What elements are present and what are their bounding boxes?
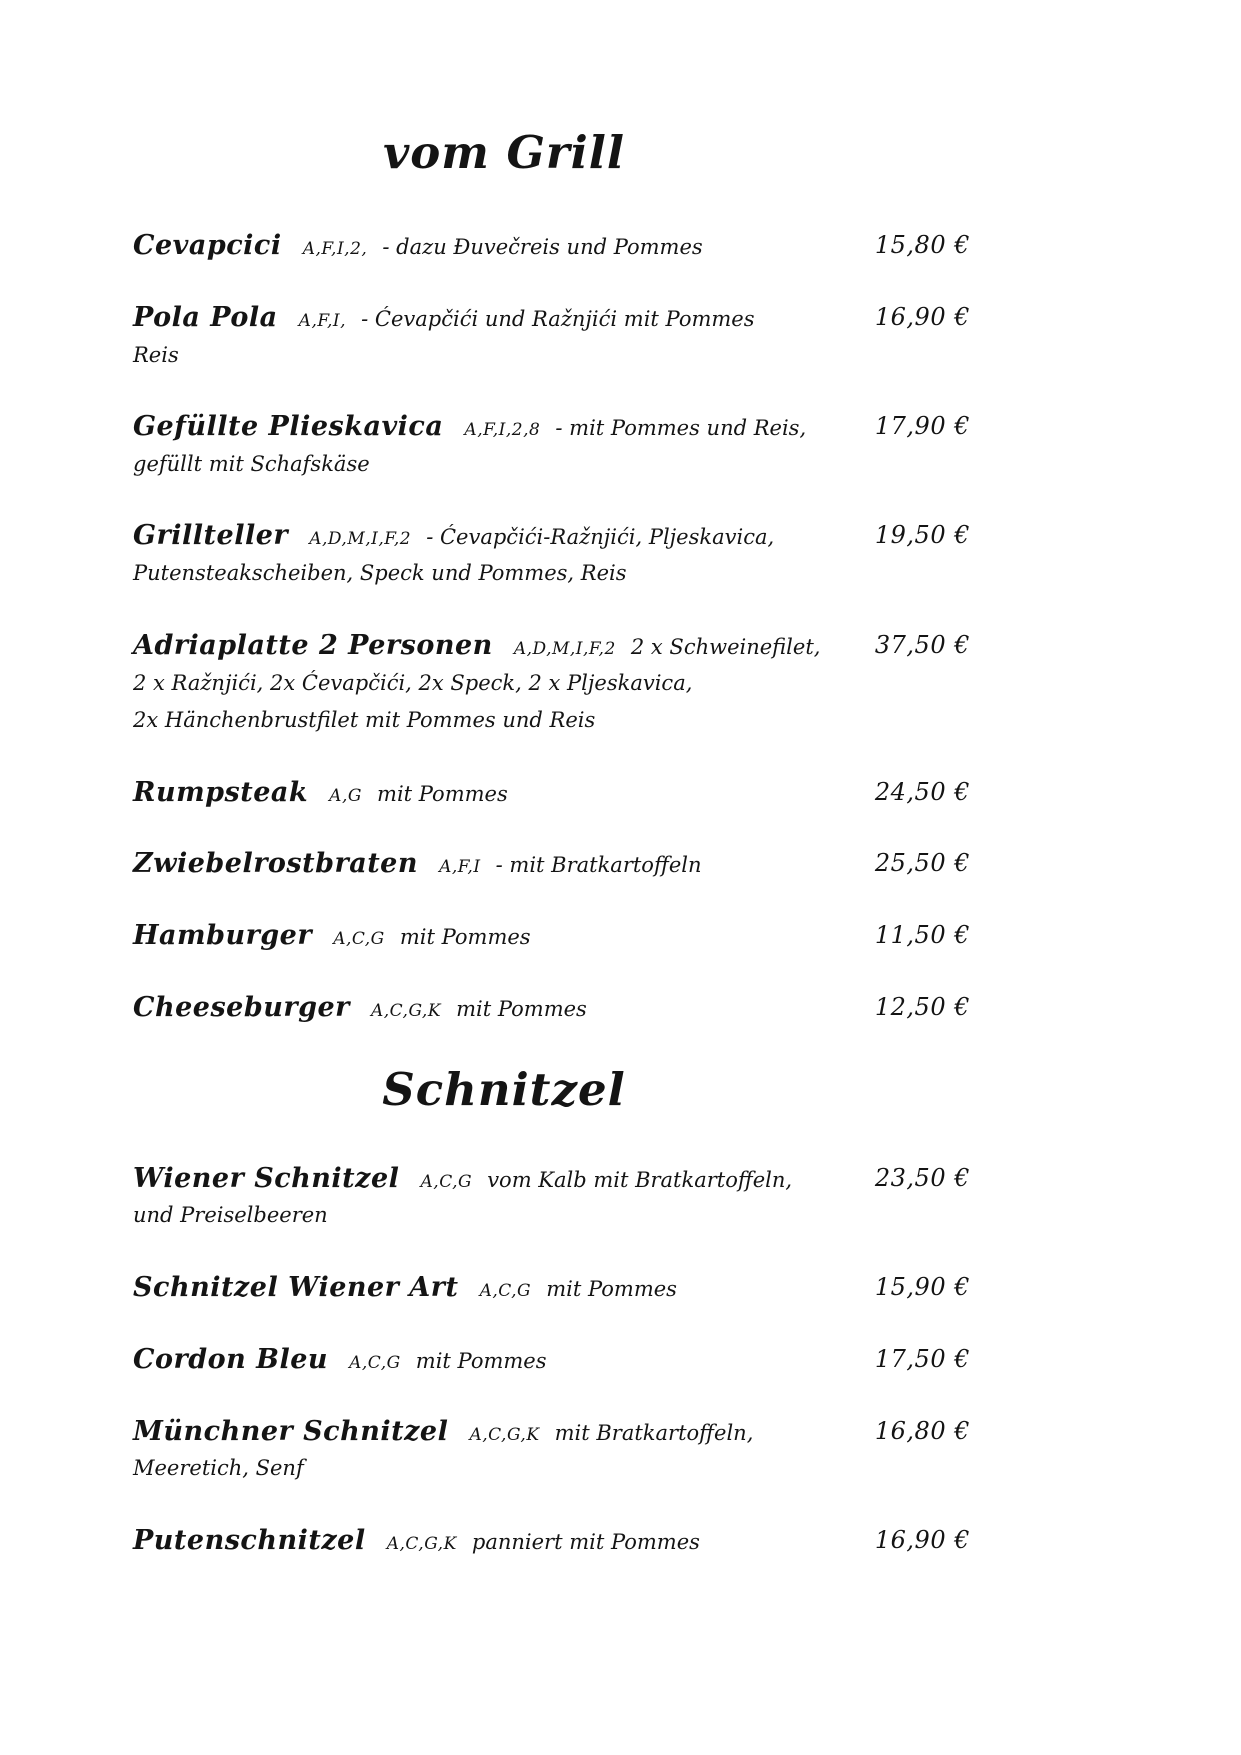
- item-text: [133, 301, 852, 372]
- allergen-codes: A,C,G: [479, 1281, 532, 1302]
- dish-price: 15,90 €: [874, 1273, 970, 1302]
- item-text: [133, 410, 852, 481]
- allergen-codes: A,F,I,2,: [302, 239, 368, 259]
- dish-description: - Ćevapčići-Ražnjići, Pljeskavica,: [426, 525, 775, 550]
- menu-item-putenschnitzel: [133, 1524, 970, 1558]
- dish-name: Rumpsteak: [133, 776, 309, 808]
- allergen-codes: A,C,G,K: [386, 1533, 457, 1554]
- allergen-codes: A,C,G,K: [469, 1424, 540, 1445]
- dish-name: Grillteller: [133, 520, 289, 552]
- dish-description: mit Pommes: [399, 925, 531, 950]
- menu-item-cordon-bleu: [133, 1343, 970, 1377]
- dish-price: 16,90 €: [874, 302, 970, 331]
- allergen-codes: A,C,G: [349, 1352, 401, 1373]
- allergen-codes: A,D,M,I,F,2: [309, 529, 412, 550]
- dish-description: - mit Pommes und Reis,: [555, 416, 807, 441]
- allergen-codes: A,F,I,2,8: [464, 420, 541, 441]
- dish-price: 24,50 €: [874, 777, 970, 806]
- item-text: [133, 629, 852, 738]
- item-text: [133, 776, 852, 810]
- dish-name: Münchner Schnitzel: [133, 1415, 449, 1447]
- dish-description-line2: Putensteakscheiben, Speck und Pommes, Reis: [133, 561, 627, 586]
- dish-description: mit Pommes: [377, 781, 508, 806]
- item-text: [133, 1271, 852, 1305]
- dish-price: 25,50 €: [874, 849, 970, 878]
- item-text: [133, 919, 852, 953]
- item-text: [133, 1343, 852, 1377]
- allergen-codes: A,F,I: [439, 857, 481, 878]
- allergen-codes: A,C,G,K: [370, 1000, 442, 1021]
- dish-price: 16,80 €: [874, 1416, 970, 1445]
- dish-price: 15,80 €: [874, 231, 970, 259]
- dish-name: Wiener Schnitzel: [133, 1162, 400, 1194]
- dish-name: Gefüllte Plieskavica: [133, 411, 444, 443]
- menu-item-cheeseburger: [133, 991, 970, 1025]
- dish-name: Adriaplatte 2 Personen: [133, 629, 493, 661]
- item-text: [133, 847, 852, 881]
- dish-description: mit Bratkartoffeln,: [554, 1420, 754, 1445]
- allergen-codes: A,D,M,I,F,2: [513, 638, 616, 659]
- allergen-codes: A,C,G: [420, 1171, 473, 1192]
- item-text: [133, 1162, 852, 1233]
- dish-description: mit Pommes: [456, 996, 587, 1021]
- dish-description: 2 x Schweinefilet,: [630, 634, 821, 659]
- dish-price: 19,50 €: [874, 521, 970, 550]
- item-text: [133, 1524, 852, 1558]
- dish-name: Cheeseburger: [133, 991, 350, 1023]
- menu-item-muenchner-schnitzel: [133, 1415, 970, 1486]
- dish-description-line2: Reis: [133, 342, 179, 367]
- dish-description: mit Pommes: [546, 1277, 677, 1302]
- menu-item-adriaplatte: [133, 629, 970, 738]
- menu-item-pola-pola: [133, 301, 970, 372]
- dish-description-line2: und Preiselbeeren: [133, 1203, 328, 1228]
- dish-description-line2: 2 x Ražnjići, 2x Ćevapčići, 2x Speck, 2 x Pljeskavica,: [133, 670, 693, 695]
- menu-item-hamburger: [133, 919, 970, 953]
- item-text: [133, 991, 852, 1025]
- item-text: [133, 1415, 852, 1486]
- dish-name: Schnitzel Wiener Art: [133, 1272, 459, 1304]
- dish-price: 16,90 €: [874, 1525, 970, 1554]
- dish-description-line2: gefüllt mit Schafskäse: [133, 451, 370, 476]
- dish-name: Putenschnitzel: [133, 1524, 366, 1556]
- dish-description: - Ćevapčići und Ražnjići mit Pommes: [361, 306, 755, 331]
- section-title-schnitzel: Schnitzel: [382, 1062, 626, 1116]
- dish-description: panniert mit Pommes: [471, 1529, 700, 1554]
- menu-item-zwiebelrostbraten: [133, 847, 970, 881]
- dish-description: vom Kalb mit Bratkartoffeln,: [487, 1167, 793, 1192]
- dish-price: 11,50 €: [874, 921, 970, 950]
- dish-description-line2: Meeretich, Senf: [133, 1456, 304, 1481]
- menu-item-grillteller: [133, 519, 970, 590]
- allergen-codes: A,F,I,: [298, 310, 347, 331]
- allergen-codes: A,C,G: [333, 929, 385, 950]
- dish-price: 37,50 €: [874, 630, 970, 659]
- section-title-vom-grill: vom Grill: [383, 126, 625, 179]
- dish-description: - dazu Đuvečreis und Pommes: [382, 235, 703, 259]
- dish-price: 23,50 €: [874, 1163, 970, 1192]
- dish-price: 12,50 €: [874, 992, 970, 1021]
- menu-item-schnitzel-wiener-art: [133, 1271, 970, 1305]
- dish-price: 17,50 €: [874, 1344, 970, 1373]
- dish-name: Cordon Bleu: [133, 1343, 329, 1375]
- dish-name: Pola Pola: [133, 301, 278, 333]
- item-text: [133, 519, 852, 590]
- dish-name: Zwiebelrostbraten: [133, 848, 418, 880]
- dish-description: - mit Bratkartoffeln: [495, 853, 702, 878]
- menu-item-gefuellte-plieskavica: [133, 410, 970, 481]
- dish-name: Hamburger: [133, 920, 313, 952]
- menu-item-cevapcici: [133, 229, 970, 263]
- item-text: [133, 229, 852, 263]
- dish-description: mit Pommes: [415, 1348, 547, 1373]
- dish-description-line3: 2x Hänchenbrustfilet mit Pommes und Reis: [133, 708, 596, 733]
- allergen-codes: A,G: [329, 785, 362, 806]
- dish-price: 17,90 €: [874, 412, 970, 441]
- menu-item-rumpsteak: [133, 776, 970, 810]
- menu-item-wiener-schnitzel: [133, 1162, 970, 1233]
- dish-name: Cevapcici: [133, 230, 282, 261]
